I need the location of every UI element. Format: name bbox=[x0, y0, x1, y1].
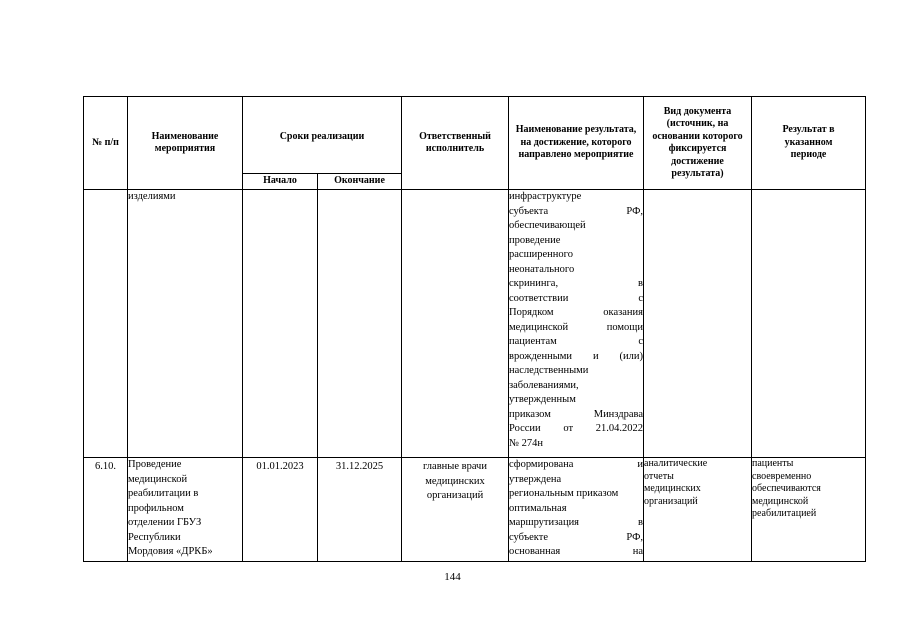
cell-start: 01.01.2023 bbox=[243, 458, 318, 562]
text-line: медицинских bbox=[644, 483, 701, 494]
header-num: № п/п bbox=[84, 97, 128, 190]
header-responsible-text: Ответственный исполнитель bbox=[419, 130, 491, 154]
text-line: своевременно bbox=[752, 470, 812, 482]
text-line: заболеваниями, bbox=[509, 379, 579, 391]
text-line: утверждена bbox=[509, 473, 562, 485]
text-line: утвержденным bbox=[509, 394, 576, 405]
text-line: Проведение bbox=[128, 459, 182, 470]
text-line: главные врачи bbox=[423, 461, 487, 472]
text-line: обеспечиваются bbox=[752, 483, 821, 494]
table-row-6-10 bbox=[84, 458, 866, 562]
header-terms: Сроки реализации bbox=[243, 97, 402, 174]
text-line: основанная на bbox=[509, 546, 643, 557]
header-end: Окончание bbox=[318, 174, 402, 190]
cell-period-result bbox=[752, 458, 866, 562]
text-line: скрининга, в bbox=[509, 278, 643, 289]
measures-table bbox=[83, 96, 866, 562]
cell-period-empty bbox=[752, 190, 866, 458]
header-result bbox=[509, 97, 644, 190]
text-line: аналитические bbox=[644, 458, 708, 469]
text-line: наследственными bbox=[509, 365, 589, 376]
text-line: приказом Минздрава bbox=[509, 408, 643, 420]
text-line: врожденными и (или) bbox=[509, 350, 643, 362]
text-line: расширенного bbox=[509, 249, 573, 260]
text-line: России от 21.04.2022 bbox=[509, 423, 643, 434]
page-number: 144 bbox=[444, 571, 461, 583]
text-line: проведение bbox=[509, 234, 561, 246]
text-line: региональным приказом bbox=[509, 488, 619, 499]
text-line: медицинских bbox=[425, 475, 485, 487]
text-line: профильном bbox=[128, 502, 184, 514]
text-line: организаций bbox=[426, 490, 484, 501]
text-line: отчеты bbox=[644, 470, 674, 482]
text-line: субъекта РФ, bbox=[509, 205, 643, 217]
cell-name bbox=[128, 458, 243, 562]
header-row bbox=[84, 97, 866, 174]
cell-end-empty bbox=[318, 190, 402, 458]
header-name bbox=[128, 97, 243, 190]
text-line: инфраструктуре bbox=[509, 191, 582, 202]
text-line: субъекте РФ, bbox=[509, 531, 643, 543]
header-period-result bbox=[752, 97, 866, 190]
cell-start-empty bbox=[243, 190, 318, 458]
text-line: Мордовия «ДРКБ» bbox=[128, 546, 213, 557]
cell-name-continued: изделиями bbox=[128, 190, 243, 458]
cell-result bbox=[509, 458, 644, 562]
text-line: реабилитацией bbox=[752, 508, 817, 519]
text-line: обеспечивающей bbox=[509, 220, 586, 231]
table-row-continued bbox=[84, 190, 866, 458]
cell-responsible-empty bbox=[402, 190, 509, 458]
cell-document-empty bbox=[644, 190, 752, 458]
text-line: пациентам с bbox=[509, 336, 643, 347]
text-line: Порядком оказания bbox=[509, 307, 643, 318]
header-period-result-text: Результат в указанном периоде bbox=[782, 124, 835, 161]
header-result-text: Наименование результата, на достижение, которого направлено мероприятие bbox=[515, 124, 637, 161]
text-line: пациенты bbox=[752, 458, 794, 469]
header-document-text: Вид документа (источник, на основании которого фиксируется достижение результата) bbox=[652, 105, 743, 179]
text-line: неонатального bbox=[509, 263, 575, 275]
text-line: медицинской bbox=[752, 495, 809, 507]
header-start: Начало bbox=[243, 174, 318, 190]
text-line: № 274н bbox=[509, 437, 544, 449]
text-line: организаций bbox=[644, 495, 698, 507]
text-line: маршрутизация в bbox=[509, 517, 643, 528]
text-line: Республики bbox=[128, 531, 181, 543]
text-line: сформирована и bbox=[509, 459, 643, 470]
cell-result-continued bbox=[509, 190, 644, 458]
text-line: медицинской помощи bbox=[509, 321, 643, 333]
cell-end: 31.12.2025 bbox=[318, 458, 402, 562]
text-line: медицинской bbox=[128, 473, 188, 485]
cell-num: 6.10. bbox=[84, 458, 128, 562]
text-line: оптимальная bbox=[509, 502, 567, 514]
text-line: соответствии с bbox=[509, 292, 643, 304]
header-responsible bbox=[402, 97, 509, 190]
cell-responsible bbox=[402, 458, 509, 562]
cell-document bbox=[644, 458, 752, 562]
header-name-text: Наименование мероприятия bbox=[151, 130, 219, 154]
text-line: отделении ГБУЗ bbox=[128, 517, 202, 528]
cell-num-empty bbox=[84, 190, 128, 458]
text-line: реабилитации в bbox=[128, 488, 199, 499]
header-document bbox=[644, 97, 752, 190]
